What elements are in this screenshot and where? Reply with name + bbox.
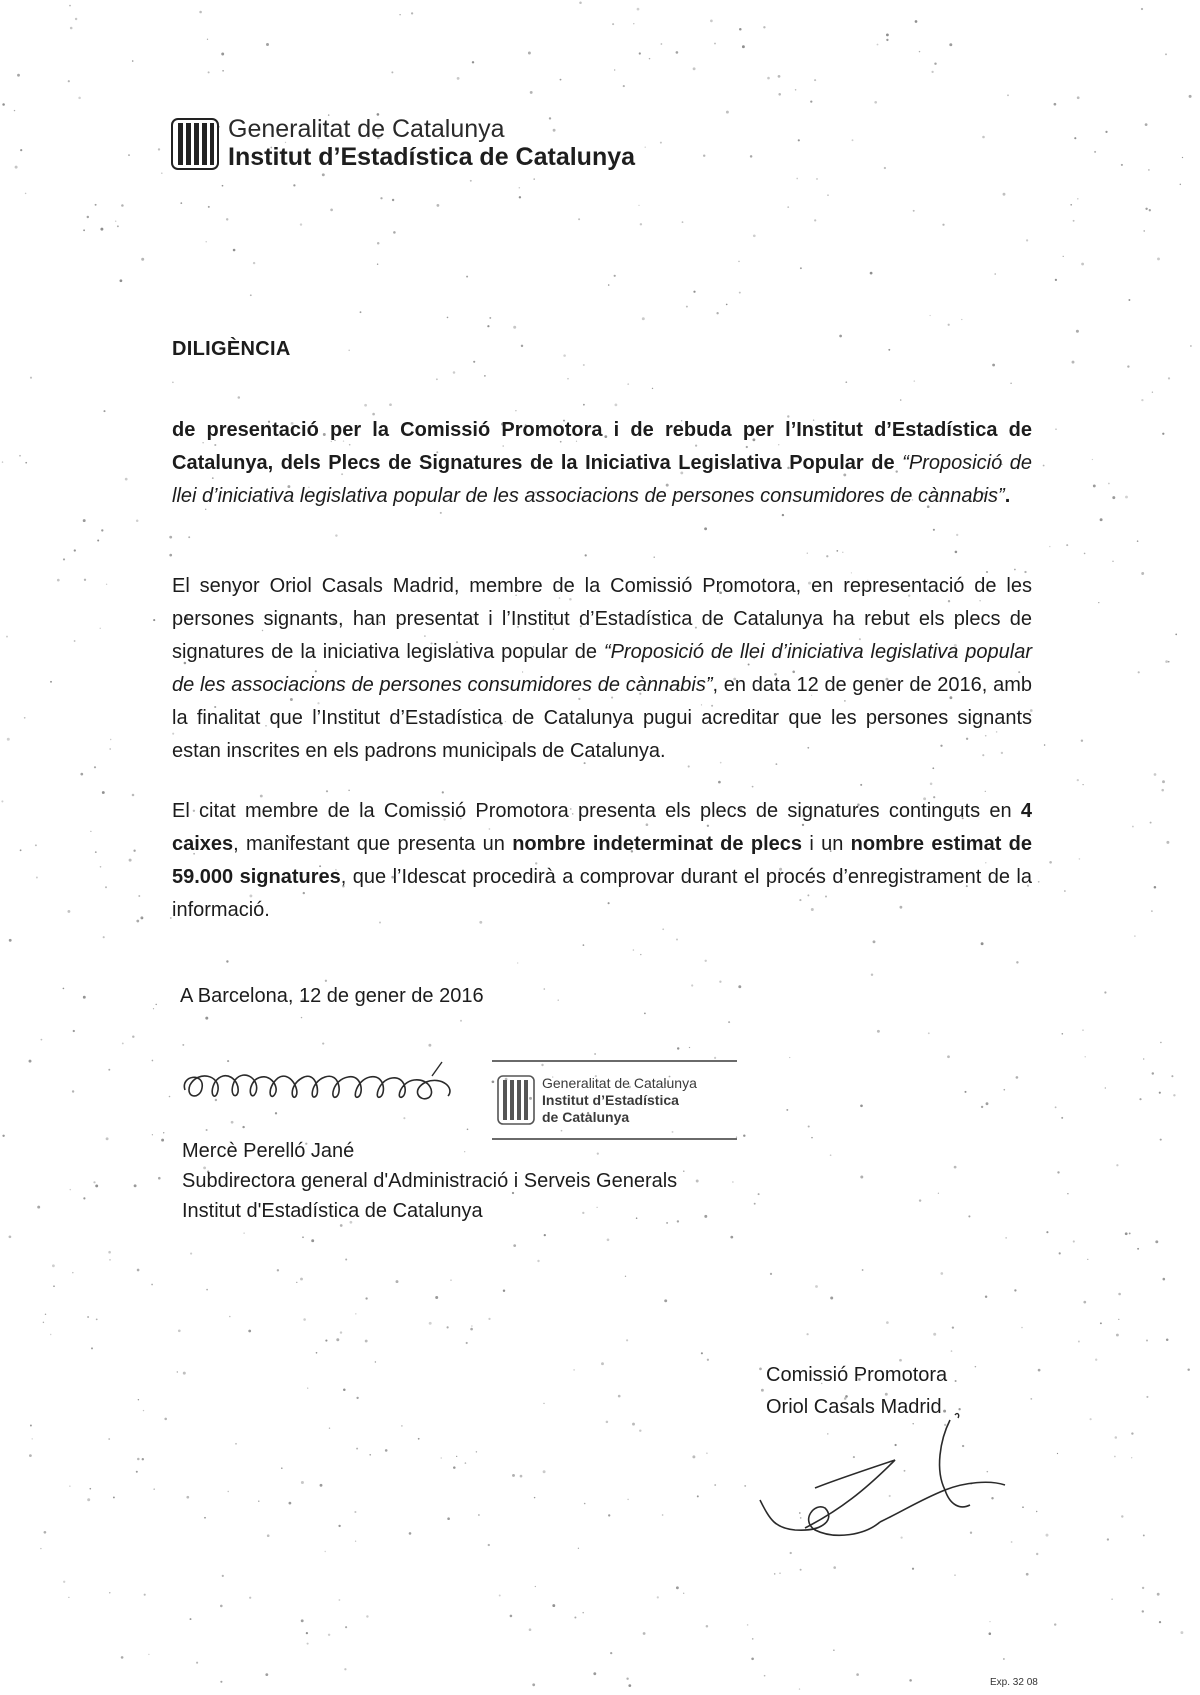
place-date: A Barcelona, 12 de gener de 2016	[180, 985, 484, 1007]
stamp-line-2: Institut d’Estadística	[542, 1091, 679, 1108]
organization-name: Generalitat de Catalunya	[228, 115, 505, 143]
body-part2: , en data 12 de gener de 2016, amb la finalitat que l’Institut d’Estadística de Catalunya pugui acreditar que les persones signants estan inscrites en els padrons municipals de Catalunya.	[172, 674, 1033, 762]
generalitat-bars-icon	[170, 117, 220, 171]
boxes-text-4: , que l’Idescat procedirà a comprovar durant el procés d’enregistrament de la informació.	[172, 866, 1032, 921]
intro-initiative-title: “Proposició de llei d’iniciativa legislativa popular de les associacions de persones consumidores de cànnabis”	[172, 452, 1033, 507]
body-paragraph	[172, 570, 1032, 768]
signer-signature	[180, 1050, 480, 1110]
generalitat-bars-icon	[496, 1074, 536, 1126]
institute-name: Institut d’Estadística de Catalunya	[228, 142, 636, 171]
signatures-estimate: nombre estimat de 59.000 signatures	[172, 833, 1033, 888]
letterhead	[170, 116, 635, 171]
document-title: DILIGÈNCIA	[172, 338, 291, 360]
signer-name: Mercè Perelló Jané	[182, 1140, 355, 1162]
sheets-count: nombre indeterminat de plecs	[512, 833, 802, 855]
footer-code: Exp. 32 08	[990, 1677, 1038, 1688]
boxes-text-2: , manifestant que presenta un	[233, 833, 505, 855]
promoter-name: Oriol Casals Madrid	[766, 1396, 942, 1418]
intro-paragraph	[172, 414, 1032, 513]
stamp-line-3: de Catalunya	[542, 1108, 630, 1125]
signer-institution: Institut d'Estadística de Catalunya	[182, 1200, 483, 1222]
boxes-count: 4 caixes	[172, 800, 1032, 855]
boxes-text-1: El citat membre de la Comissió Promotora presenta els plecs de signatures continguts en	[172, 800, 1012, 822]
promoter-signature	[745, 1410, 1045, 1560]
body-part1: El senyor Oriol Casals Madrid, membre de la Comissió Promotora, en representació de les persones signants, han presentat i l’Institut d’Estadística de Catalunya ha rebut els plecs de signatures de la iniciativa legislativa popular de	[172, 575, 1032, 663]
boxes-paragraph	[172, 795, 1032, 927]
intro-end: .	[1004, 485, 1011, 507]
stamp-line-1: Generalitat de Catalunya	[542, 1074, 697, 1091]
signer-position: Subdirectora general d'Administració i Serveis Generals	[182, 1170, 678, 1192]
promoter-role: Comissió Promotora	[766, 1364, 948, 1386]
official-stamp	[492, 1060, 737, 1140]
intro-bold-text: de presentació per la Comissió Promotora i de rebuda per l’Institut d’Estadística de Catalunya, dels Plecs de Signatures de la Iniciativa Legislativa Popular de	[172, 419, 1032, 474]
boxes-text-3: i un	[809, 833, 844, 855]
body-initiative-title: “Proposició de llei d’iniciativa legislativa popular de les associacions de persones consumidores de cànnabis”	[172, 641, 1032, 696]
signer-block	[182, 1136, 677, 1226]
